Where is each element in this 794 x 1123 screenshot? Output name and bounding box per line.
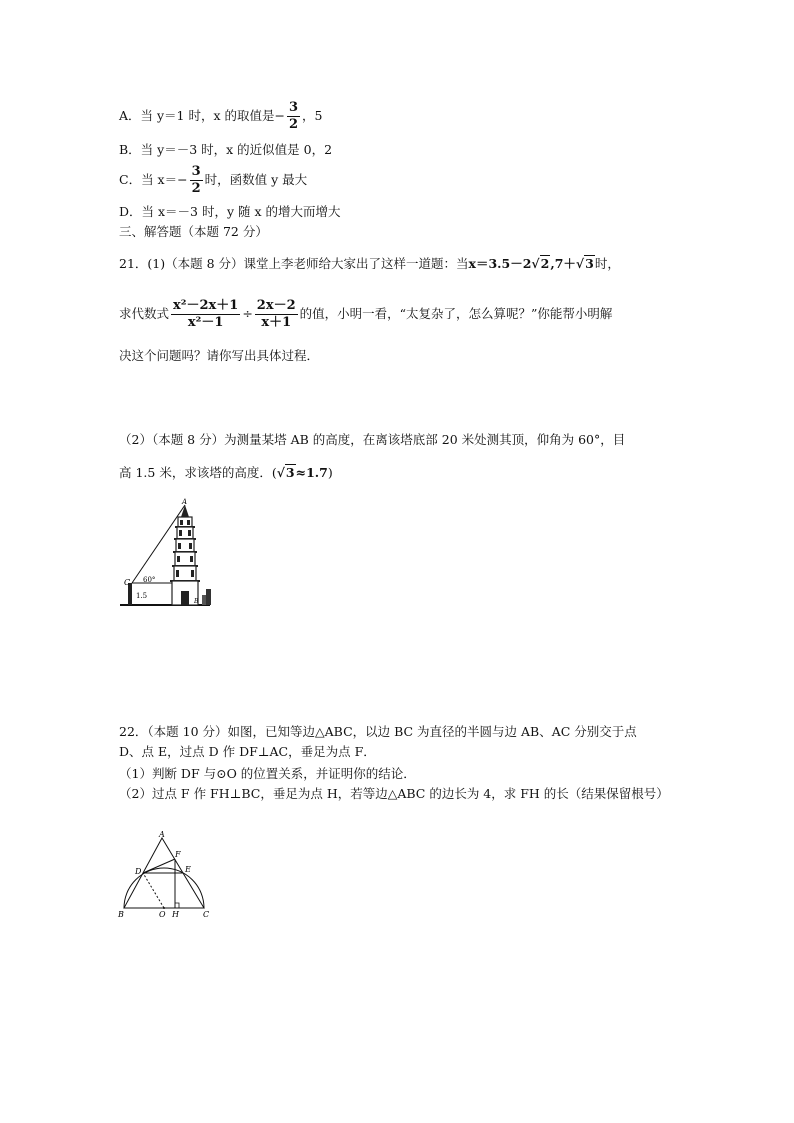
line-od <box>143 873 164 908</box>
label-e: E <box>185 865 191 874</box>
q21-x-value: x＝3.5－2 <box>468 256 532 271</box>
label-f: F <box>175 850 181 859</box>
q21-f2-den: x＋1 <box>261 315 292 330</box>
option-b: B．当 y＝－3 时，x 的近似值是 0，2 <box>119 142 333 157</box>
option-c-suffix: 时，函数值 y 最大 <box>204 172 308 187</box>
tower-icon <box>170 505 211 605</box>
q21-part1-line2 <box>119 298 612 331</box>
option-a <box>119 100 323 133</box>
q21-sqrt2: 2 <box>540 256 550 271</box>
option-d: D．当 x＝－3 时，y 随 x 的增大而增大 <box>119 204 341 219</box>
label-a: A <box>159 830 165 839</box>
q21-sqrt3-sign: √ <box>575 256 585 271</box>
right-angle-mark <box>175 903 179 908</box>
q21-x-end: 时， <box>594 256 620 271</box>
q21-fraction-2 <box>255 298 298 331</box>
option-a-num: 3 <box>289 100 299 115</box>
label-c: C <box>203 910 210 919</box>
q21-x-mid: ,7＋ <box>550 256 576 271</box>
label-b: B <box>194 598 199 605</box>
option-a-text: A．当 y＝1 时，x 的取值是 <box>119 108 275 123</box>
q21-intro: 21．(1)（本题 8 分）课堂上李老师给大家出了这样一道题：当 <box>119 256 469 271</box>
triangle-semicircle-figure <box>115 828 215 920</box>
q21-sqrt3: 3 <box>585 256 594 271</box>
q21-part1-line3: 决这个问题吗？请你写出具体过程． <box>119 348 320 363</box>
option-c-text: C．当 x＝ <box>119 172 178 187</box>
option-a-suffix: ，5 <box>302 108 323 123</box>
label-c: C <box>124 578 131 587</box>
angle-label: 60° <box>143 576 156 584</box>
option-c-neg: − <box>177 172 188 187</box>
q21-part2-line2 <box>119 464 333 482</box>
q22-line3: （1）判断 DF 与⊙O 的位置关系，并证明你的结论． <box>119 766 416 781</box>
q22-line4: （2）过点 F 作 FH⊥BC，垂足为点 H，若等边△ABC 的边长为 4，求 FH 的长（结果保留根号） <box>119 786 669 801</box>
option-a-fraction <box>287 100 300 133</box>
center-o <box>163 907 165 909</box>
label-a: A <box>182 498 188 506</box>
q22-line1: 22．（本题 10 分）如图，已知等边△ABC，以边 BC 为直径的半圆与边 AB、AC 分别交于点 <box>119 724 637 739</box>
q21-expr-prefix: 求代数式 <box>119 306 170 321</box>
q21-f1-den: x²－1 <box>187 315 224 330</box>
height-label: 1.5 <box>136 592 148 600</box>
q21-sqrt2-sign: √ <box>531 256 540 271</box>
q22-line2: D、点 E，过点 D 作 DF⊥AC，垂足为点 F． <box>119 744 376 759</box>
option-c-fraction <box>190 164 203 197</box>
label-o: O <box>159 910 166 919</box>
line-df <box>143 859 175 873</box>
q21-approx-sqrt-sign: √ <box>276 465 285 480</box>
q21-f1-num: x²－2x＋1 <box>173 298 239 313</box>
option-c <box>119 164 307 197</box>
q21-part1-line1 <box>119 255 620 273</box>
q21-approx-rest: ≈1.7 <box>295 465 328 480</box>
q21-approx-close: ) <box>327 465 333 480</box>
q21-fraction-1 <box>171 298 240 331</box>
section-title: 三、解答题（本题 72 分） <box>119 224 268 239</box>
label-d: D <box>135 867 142 876</box>
q21-approx-sqrt: 3 <box>285 465 295 480</box>
label-h: H <box>172 910 179 919</box>
q21-f2-num: 2x－2 <box>256 298 296 313</box>
option-a-den: 2 <box>289 117 299 132</box>
option-c-num: 3 <box>191 164 201 179</box>
option-c-den: 2 <box>191 181 201 196</box>
option-a-neg: − <box>274 108 285 123</box>
q21-part2-line1: （2）（本题 8 分）为测量某塔 AB 的高度，在离该塔底部 20 米处测其顶，仰角为 60°，目 <box>119 432 626 447</box>
tower-figure <box>118 495 213 610</box>
q21-div: ÷ <box>242 306 253 321</box>
label-b: B <box>118 910 124 919</box>
q21-expr-suffix: 的值，小明一看，“太复杂了，怎么算呢？”你能帮小明解 <box>299 306 613 321</box>
q21-part2-prefix: 高 1.5 米，求该塔的高度．( <box>119 465 277 480</box>
